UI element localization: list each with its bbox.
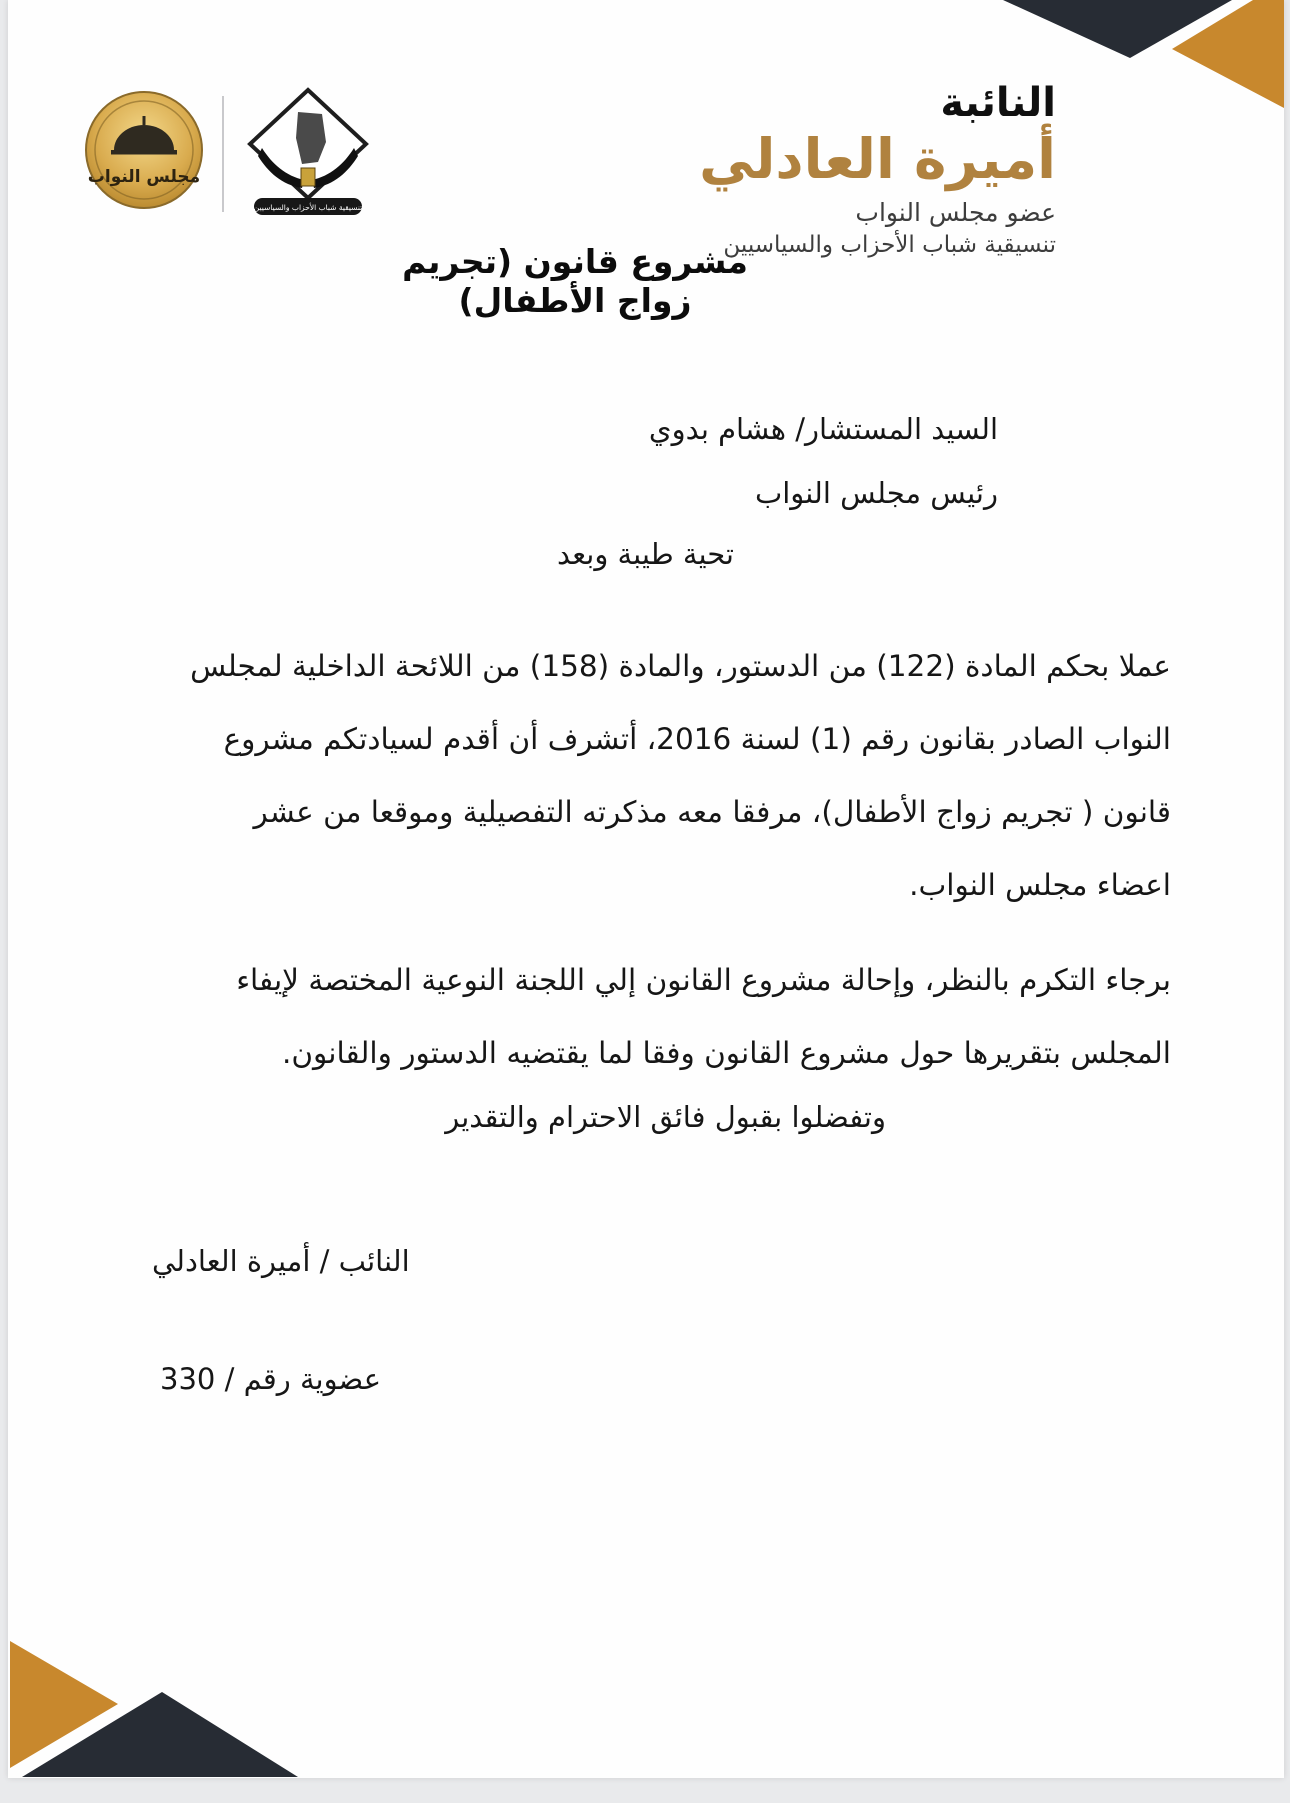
membership-number-line: عضوية رقم / 330 bbox=[160, 1362, 382, 1396]
letterhead-text-block bbox=[699, 80, 1056, 260]
member-name: أميرة العادلي bbox=[699, 127, 1056, 191]
member-organization: تنسيقية شباب الأحزاب والسياسيين bbox=[723, 232, 1056, 258]
logo-divider bbox=[222, 96, 224, 212]
closing-salutation: وتفضلوا بقبول فائق الاحترام والتقدير bbox=[445, 1100, 886, 1134]
seal-calligraphy-text: مجلس النواب bbox=[87, 167, 201, 187]
greeting-line: تحية طيبة وبعد bbox=[557, 537, 734, 571]
paragraph-line: برجاء التكرم بالنظر، وإحالة مشروع القانون إلي اللجنة النوعية المختصة لإيفاء bbox=[236, 963, 1171, 997]
member-role-label: النائبة bbox=[940, 80, 1056, 126]
body-paragraph-1 bbox=[111, 630, 1171, 922]
logo-banner-text: تنسيقية شباب الأحزاب والسياسيين bbox=[253, 203, 363, 212]
member-subtitle: عضو مجلس النواب bbox=[855, 198, 1056, 227]
parliament-seal-logo bbox=[84, 90, 204, 210]
paragraph-line: المجلس بتقريرها حول مشروع القانون وفقا لما يقتضيه الدستور والقانون. bbox=[282, 1036, 1171, 1070]
eagle-emblem-icon bbox=[301, 168, 315, 186]
body-paragraph-2 bbox=[111, 944, 1171, 1090]
coordination-logo bbox=[238, 86, 378, 220]
dome-base bbox=[111, 150, 177, 155]
signature-line: النائب / أميرة العادلي bbox=[152, 1244, 410, 1278]
paragraph-line: قانون ( تجريم زواج الأطفال)، مرفقا معه مذكرته التفصيلية وموقعا من عشر bbox=[253, 795, 1171, 829]
paragraph-line: النواب الصادر بقانون رقم (1) لسنة 2016، أتشرف أن أقدم لسيادتكم مشروع bbox=[223, 722, 1171, 756]
paragraph-line: عملا بحكم المادة (122) من الدستور، والمادة (158) من اللائحة الداخلية لمجلس bbox=[190, 649, 1171, 683]
letter-subject: مشروع قانون (تجريم زواج الأطفال) bbox=[402, 242, 748, 320]
addressee-title-line: رئيس مجلس النواب bbox=[754, 476, 998, 510]
letter-page bbox=[8, 0, 1284, 1778]
addressee-name-line: السيد المستشار/ هشام بدوي bbox=[648, 412, 998, 446]
corner-accent-bottom-left bbox=[8, 1638, 328, 1778]
paragraph-line: اعضاء مجلس النواب. bbox=[909, 868, 1171, 902]
